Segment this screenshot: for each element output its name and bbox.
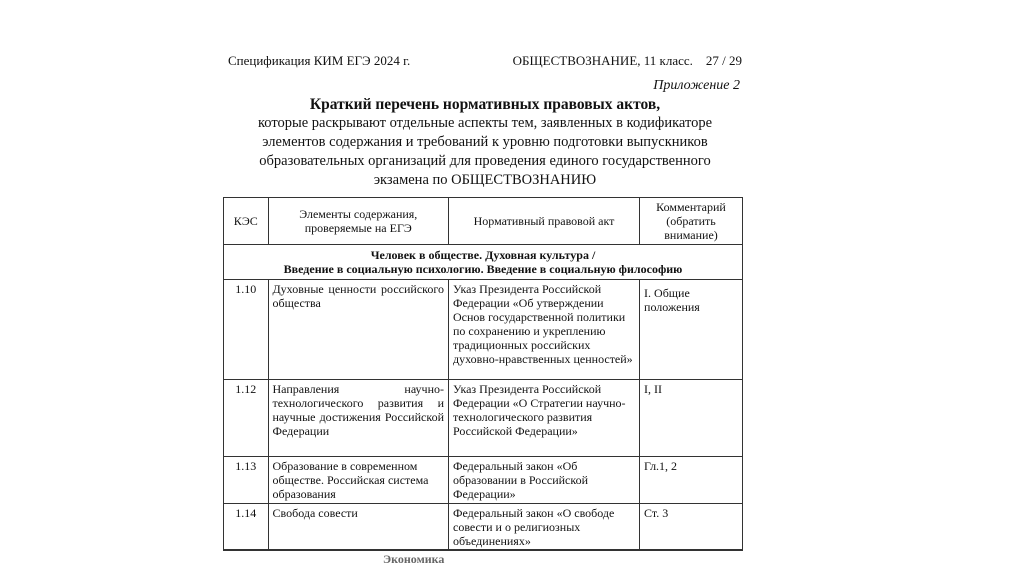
header-kes: КЭС (224, 198, 269, 245)
document-title: Краткий перечень нормативных правовых актов, (309, 96, 661, 113)
cutoff-section-text: Экономика (383, 552, 445, 566)
spec-title: Спецификация КИМ ЕГЭ 2024 г. (228, 53, 411, 68)
subject-page-number: ОБЩЕСТВОЗНАНИЕ, 11 класс. 27 / 29 (512, 53, 742, 68)
table-row (224, 504, 743, 551)
comment-cell (640, 280, 743, 380)
comment-cell: Ст. 3 (640, 504, 743, 551)
subtitle-line: экзамена по ОБЩЕСТВОЗНАНИЮ (373, 172, 597, 188)
element-cell: Образование в современном обществе. Российская система образования (268, 457, 449, 504)
act-cell: Федеральный закон «О свободе совести и о религиозных объединениях» (449, 504, 640, 551)
act-cell: Федеральный закон «Об образовании в Российской Федерации» (449, 457, 640, 504)
section-line: Введение в социальную психологию. Введение в социальную философию (283, 262, 683, 276)
comment-cell: Гл.1, 2 (640, 457, 743, 504)
section-line: Человек в обществе. Духовная культура / (370, 248, 596, 262)
act-cell: Указ Президента Российской Федерации «О Стратегии научно-технологического развития Российской Федерации» (449, 380, 640, 457)
element-cell: Направления научно-технологического развития и научные достижения Российской Федерации (268, 380, 449, 457)
header-comment: Комментарий (обратить внимание) (640, 198, 743, 245)
header-act: Нормативный правовой акт (449, 198, 640, 245)
subtitle-line: которые раскрывают отдельные аспекты тем, заявленных в кодификаторе (257, 115, 713, 131)
element-cell: Духовные ценности российского общества (268, 280, 449, 380)
kes-cell: 1.12 (224, 380, 269, 457)
kes-cell: 1.10 (224, 280, 269, 380)
table-row (224, 380, 743, 457)
appendix-label: Приложение 2 (653, 78, 740, 93)
table-header-row (224, 198, 743, 245)
comment-text: I. Общие положения (644, 286, 700, 314)
element-cell: Свобода совести (268, 504, 449, 551)
section-row (224, 245, 743, 280)
table-row (224, 457, 743, 504)
table-continuation (223, 549, 743, 575)
kes-cell: 1.13 (224, 457, 269, 504)
kes-cell: 1.14 (224, 504, 269, 551)
section-title (224, 245, 743, 280)
act-cell: Указ Президента Российской Федерации «Об утверждении Основ государственной политики по сохранению и укреплению традиционных российских духовно-нравственных ценностей» (449, 280, 640, 380)
subtitle-line: элементов содержания и требований к уровню подготовки выпускников (262, 134, 708, 150)
table-row (224, 280, 743, 380)
subtitle-line: образовательных организаций для проведения единого государственного (259, 153, 711, 169)
page-header (228, 53, 742, 69)
header-elements: Элементы содержания, проверяемые на ЕГЭ (268, 198, 449, 245)
normative-acts-table (223, 197, 743, 551)
comment-cell: I, II (640, 380, 743, 457)
document-subtitle (228, 114, 742, 190)
